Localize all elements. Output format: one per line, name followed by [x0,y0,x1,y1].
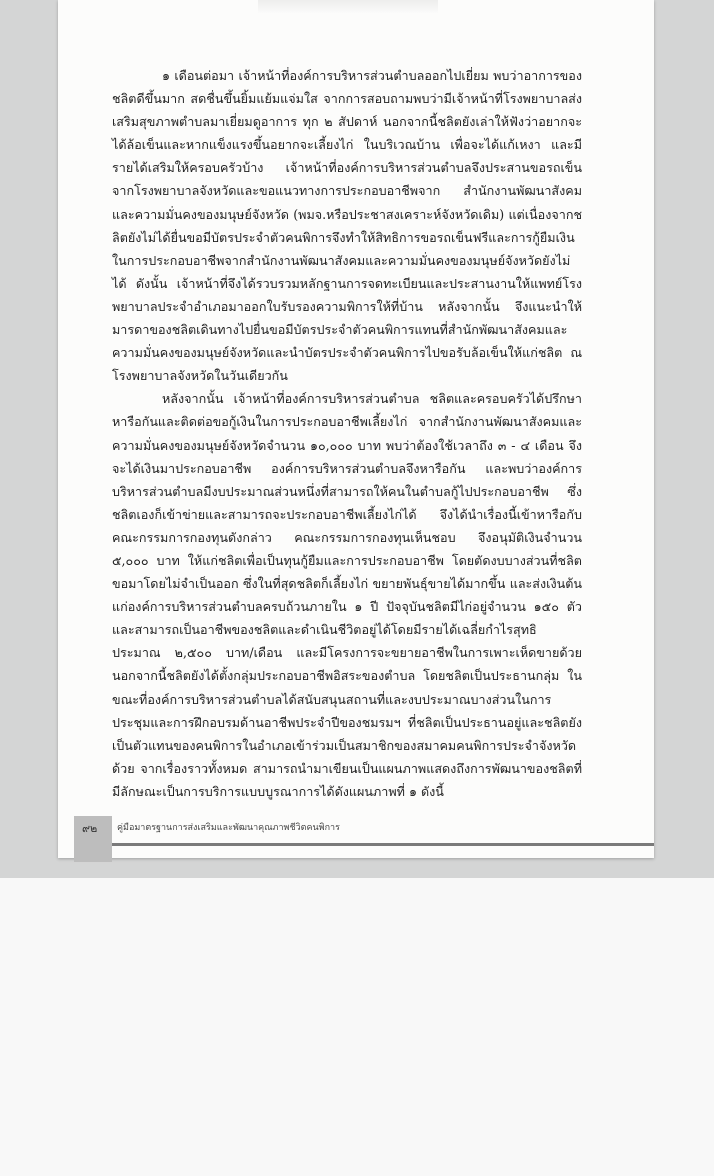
page-top-shadow [258,0,438,14]
footer-title: คู่มือมาตรฐานการส่งเสริมและพัฒนาคุณภาพชีวิตคนพิการ [117,823,340,833]
document-page [58,0,654,858]
footer-rule [112,843,654,846]
page-number: ๙๒ [82,822,98,835]
paragraph-2: หลังจากนั้น เจ้าหน้าที่องค์การบริหารส่วนตำบล ชลิตและครอบครัวได้ปรึกษาหารือกันและติดต่อขอกู้เงินในการประกอบอาชีพเลี้ยงไก่ จากสำนักงานพัฒนาสังคมและความมั่นคงของมนุษย์จังหวัดจำนวน ๑๐,๐๐๐ บาท พบว่าต้องใช้เวลาถึง ๓ - ๔ เดือน จึงจะได้เงินมาประกอบอาชีพ องค์การบริหารส่วนตำบลจึงหารือกัน และพบว่าองค์การบริหารส่วนตำบลมีงบประมาณส่วนหนึ่งที่สามารถให้คนในตำบลกู้ไปประกอบอาชีพ ซึ่งชลิตเองก็เข้าข่ายและสามารถจะประกอบอาชีพเลี้ยงไก่ได้ จึงได้นำเรื่องนี้เข้าหารือกับคณะกรรมการกองทุนดังกล่าว คณะกรรมการกองทุนเห็นชอบ จึงอนุมัติเงินจำนวน ๕,๐๐๐ บาท ให้แก่ชลิตเพื่อเป็นทุนกู้ยืมและการประกอบอาชีพ โดยตัดงบบางส่วนที่ชลิตขอมาโดยไม่จำเป็นออก ซึ่งในที่สุดชลิตก็เลี้ยงไก่ ขยายพันธุ์ขายได้มากขึ้น และส่งเงินต้นแก่องค์การบริหารส่วนตำบลครบถ้วนภายใน ๑ ปี ปัจจุบันชลิตมีไก่อยู่จำนวน ๑๕๐ ตัว และสามารถเป็นอาชีพของชลิตและดำเนินชีวิตอยู่ได้โดยมีรายได้เฉลี่ยกำไรสุทธิประมาณ ๒,๕๐๐ บาท/เดือน และมีโครงการจะขยายอาชีพในการเพาะเห็ดขายด้วย นอกจากนี้ชลิตยังได้ตั้งกลุ่มประกอบอาชีพอิสระของตำบล โดยชลิตเป็นประธานกลุ่ม ในขณะที่องค์การบริหารส่วนตำบลได้สนับสนุนสถานที่และงบประมาณบางส่วนในการประชุมและการฝึกอบรมด้านอาชีพประจำปีของชมรมฯ ที่ชลิตเป็นประธานอยู่และชลิตยังเป็นตัวแทนของคนพิการในอำเภอเข้าร่วมเป็นสมาชิกของสมาคมคนพิการประจำจังหวัดด้วย จากเรื่องราวทั้งหมด สามารถนำมาเขียนเป็นแผนภาพแสดงถึงการพัฒนาของชลิตที่มีลักษณะเป็นการบริการแบบบูรณาการได้ดังแผนภาพที่ ๑ ดังนี้ [112,391,582,799]
page-body [112,64,582,803]
paragraph-1: ๑ เดือนต่อมา เจ้าหน้าที่องค์การบริหารส่วนตำบลออกไปเยี่ยม พบว่าอาการของชลิตดีขึ้นมาก สดชื่นขึ้นยิ้มแย้มแจ่มใส จากการสอบถามพบว่ามีเจ้าหน้าที่โรงพยาบาลส่งเสริมสุขภาพตำบลมาเยี่ยมดูอาการ ทุก ๒ สัปดาห์ นอกจากนี้ชลิตยังเล่าให้ฟังว่าอยากจะได้ล้อเข็นและหากแข็งแรงขึ้นอยากจะเลี้ยงไก่ ในบริเวณบ้าน เพื่อจะได้แก้เหงา และมีรายได้เสริมให้ครอบครัวบ้าง เจ้าหน้าที่องค์การบริหารส่วนตำบลจึงประสานขอรถเข็นจากโรงพยาบาลจังหวัดและขอแนวทางการประกอบอาชีพจาก สำนักงานพัฒนาสังคมและความมั่นคงของมนุษย์จังหวัด (พมจ.หรือประชาสงเคราะห์จังหวัดเดิม) แต่เนื่องจากชลิตยังไม่ได้ยื่นขอมีบัตรประจำตัวคนพิการจึงทำให้สิทธิการขอรถเข็นฟรีและการกู้ยืมเงินในการประกอบอาชีพจากสำนักงานพัฒนาสังคมและความมั่นคงของมนุษย์จังหวัดยังไม่ได้ ดังนั้น เจ้าหน้าที่จึงได้รวบรวมหลักฐานการจดทะเบียนและประสานงานให้แพทย์โรงพยาบาลประจำอำเภอมาออกใบรับรองความพิการให้ที่บ้าน หลังจากนั้น จึงแนะนำให้มารดาของชลิตเดินทางไปยื่นขอมีบัตรประจำตัวคนพิการแทนที่สำนักพัฒนาสังคมและความมั่นคงของมนุษย์จังหวัดและนำบัตรประจำตัวคนพิการไปขอรับล้อเข็นให้แก่ชลิต ณ โรงพยาบาลจังหวัดในวันเดียวกัน [112,68,582,384]
